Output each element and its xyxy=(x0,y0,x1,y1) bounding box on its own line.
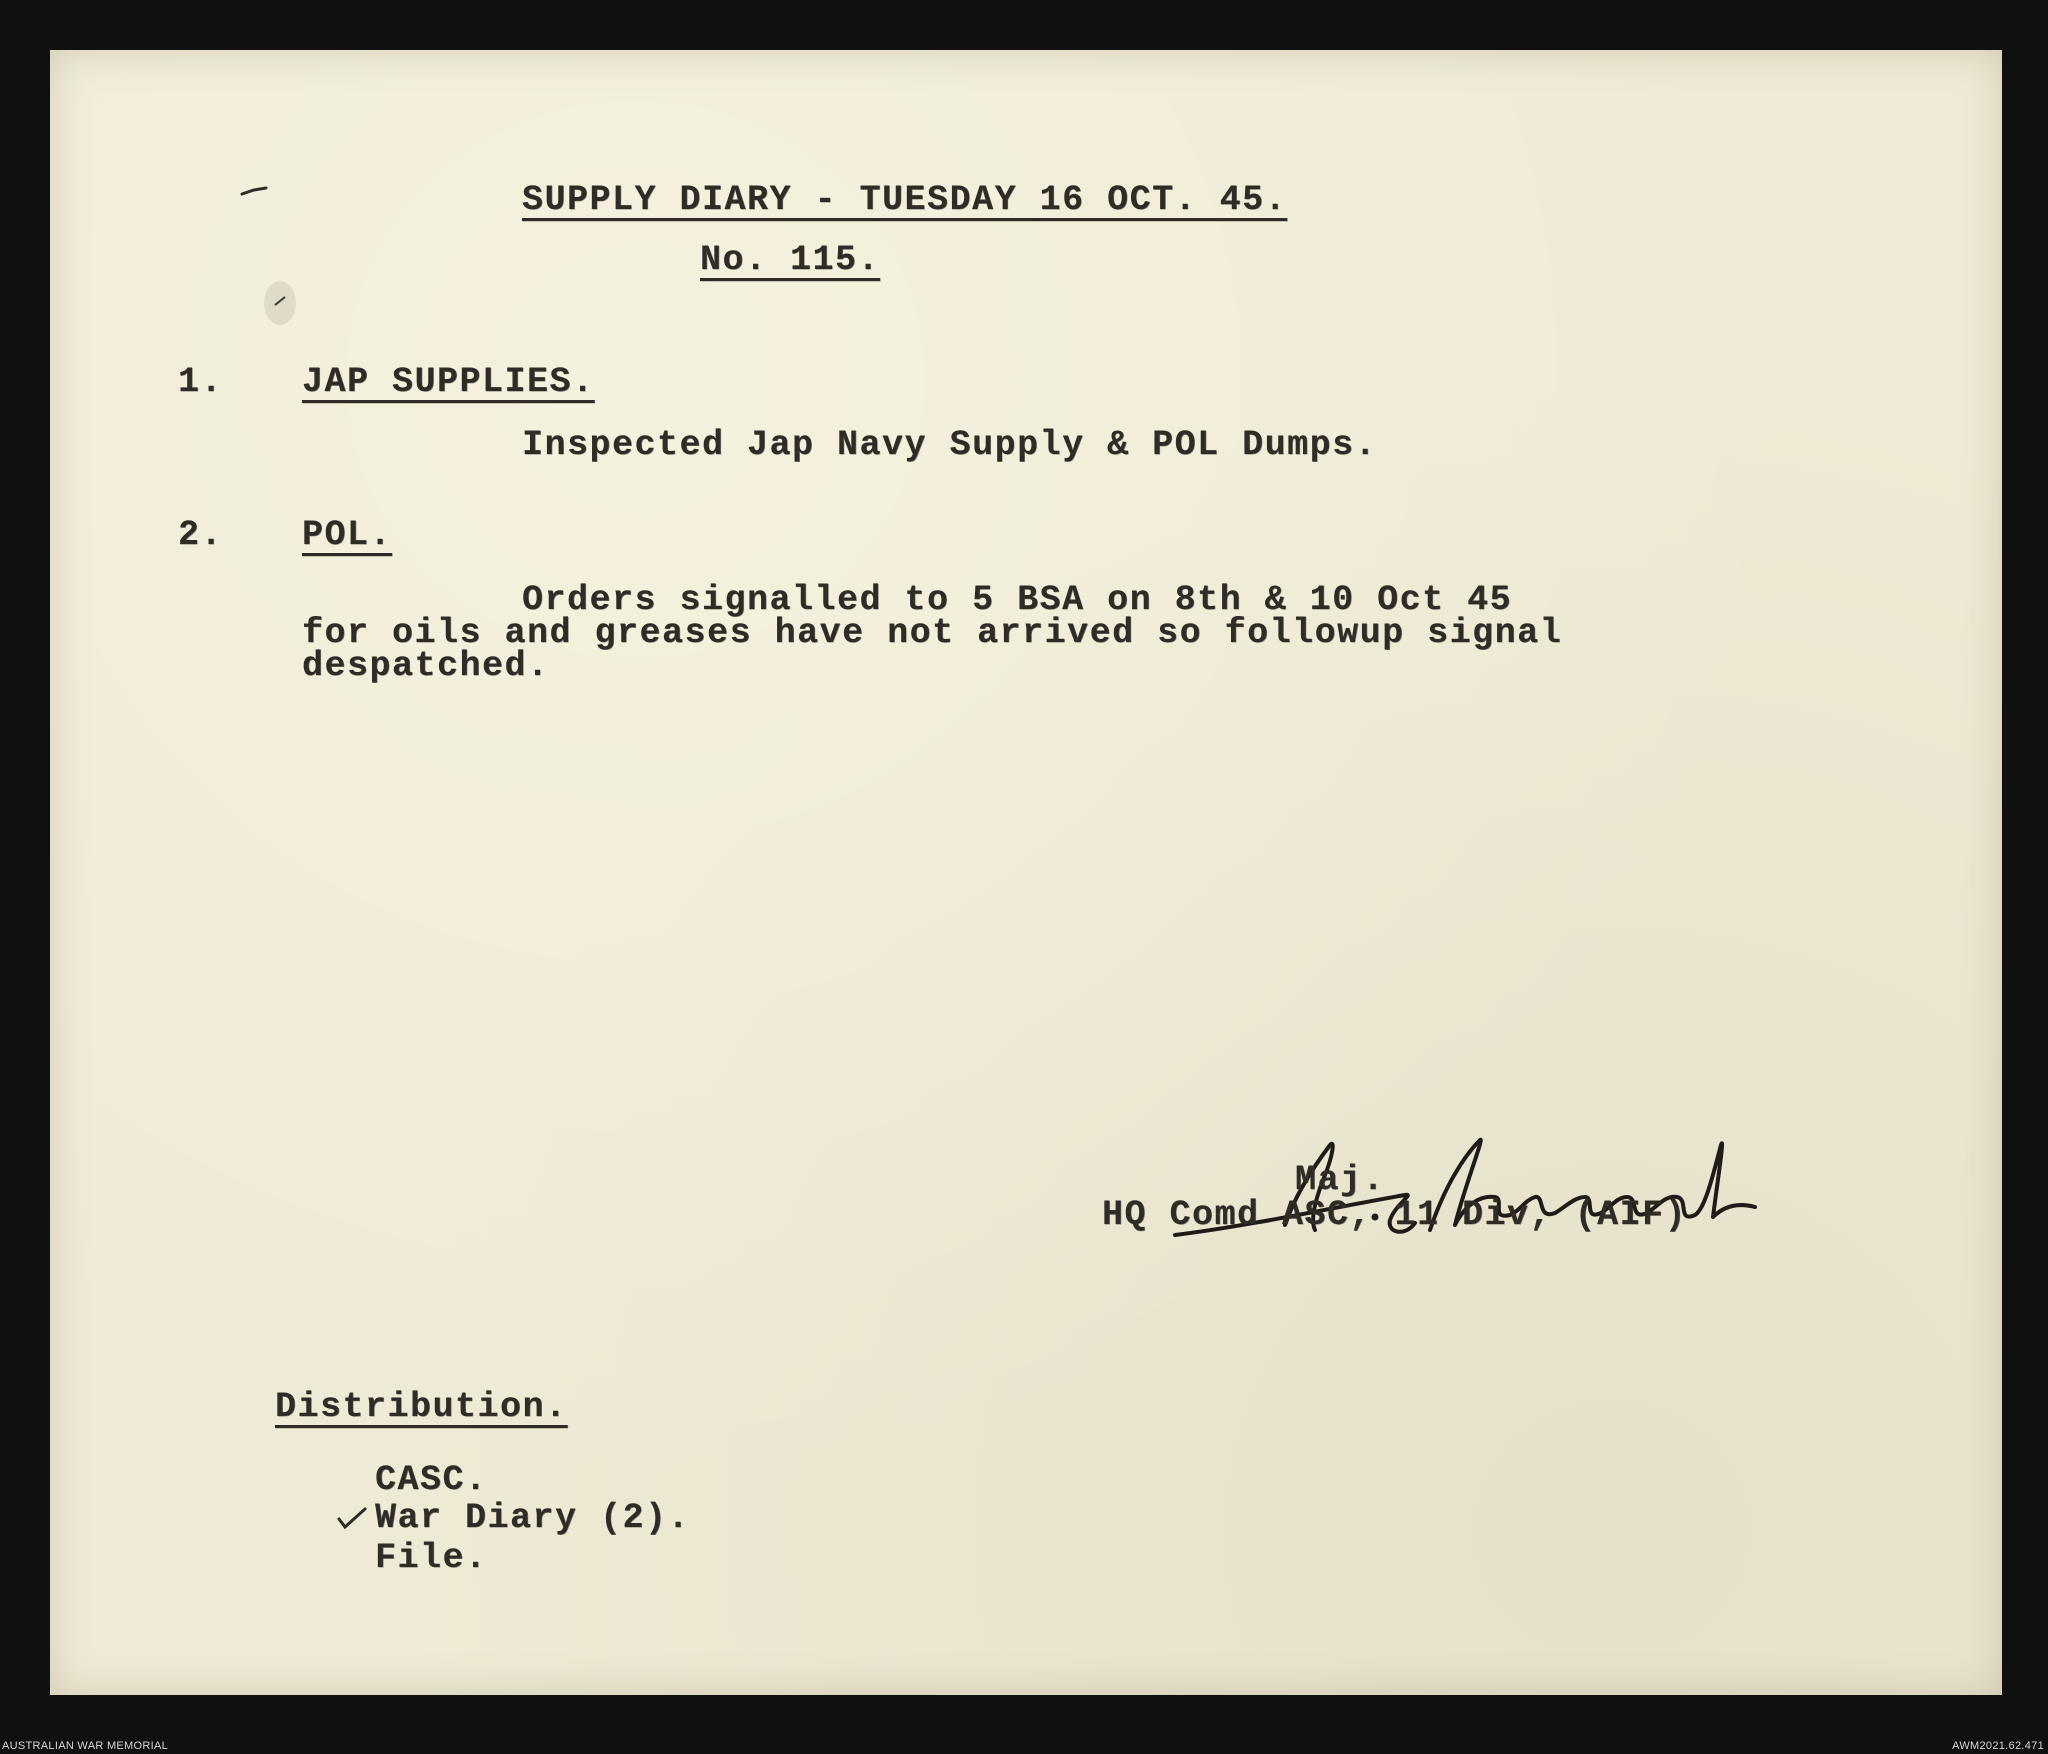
distribution-entry-file: File. xyxy=(375,1538,488,1578)
signatory-unit: HQ Comd ASC, 11 Div, (AIF) xyxy=(1102,1195,1688,1235)
document-number: No. 115. xyxy=(700,240,881,280)
ink-mark xyxy=(240,180,270,200)
tick-mark xyxy=(335,1503,371,1533)
document-page xyxy=(50,50,2002,1695)
pin-hole xyxy=(255,275,305,335)
distribution-heading: Distribution. xyxy=(275,1387,568,1427)
item-2-line-1: Orders signalled to 5 BSA on 8th & 10 Oct 45 xyxy=(522,580,1513,620)
accession-number: AWM2021.62.471 xyxy=(1952,1740,2044,1752)
item-2-heading: POL. xyxy=(302,515,393,555)
item-2-number: 2. xyxy=(178,515,224,555)
distribution-entry-war-diary: War Diary (2). xyxy=(375,1498,691,1538)
item-1-line-1: Inspected Jap Navy Supply & POL Dumps. xyxy=(522,425,1378,465)
item-2-line-2: for oils and greases have not arrived so followup signal xyxy=(302,613,1563,653)
item-2-line-3: despatched. xyxy=(302,646,550,686)
document-title: SUPPLY DIARY - TUESDAY 16 OCT. 45. xyxy=(522,180,1288,220)
archive-credit: AUSTRALIAN WAR MEMORIAL xyxy=(2,1740,169,1752)
item-1-number: 1. xyxy=(178,362,224,402)
distribution-entry-casc: CASC. xyxy=(375,1460,488,1500)
item-1-heading: JAP SUPPLIES. xyxy=(302,362,595,402)
signatory-rank: Maj. xyxy=(1295,1160,1386,1200)
